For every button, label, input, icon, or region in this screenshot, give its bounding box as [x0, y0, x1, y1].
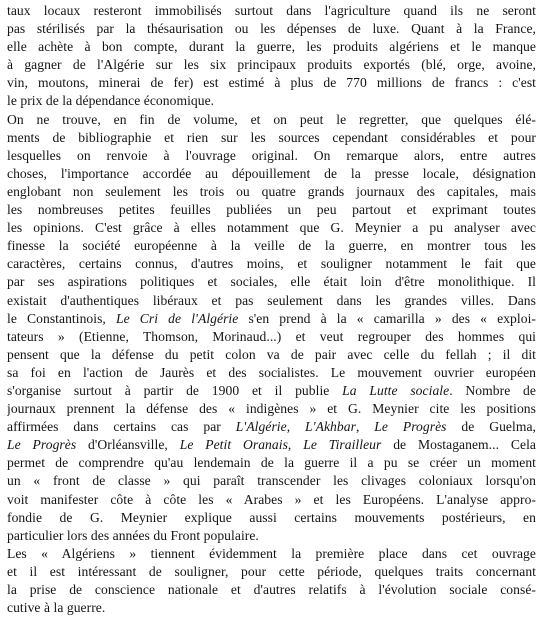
paragraph	[7, 2, 536, 111]
text-line: un « front de classe » qui paraît transcender les clivages coloniaux lorsqu'on	[7, 473, 536, 489]
text-line: pensent que la défense du petit colon va de pair avec celle du fellah ; il dit	[7, 346, 536, 362]
text-line: Les « Algériens » tiennent évidemment la première place dans cet ouvrage	[7, 545, 536, 561]
text-line: voit manifester côte à côte les « Arabes » et les Européens. L'analyse appro-	[7, 491, 536, 507]
text-line: taux locaux resteront immobilisés surtout dans l'agriculture quand ils ne seront	[7, 3, 536, 18]
text-line: On ne trouve, en fin de volume, et on peut le regretter, que quelques élé-	[7, 111, 536, 127]
text-line: vin, moutons, minerai de fer) est estimé à plus de 770 millions de francs : c'est	[7, 75, 536, 91]
text-line: journaux prennent la défense des « indigènes » et G. Meynier cite les positions	[7, 401, 536, 417]
text-line: pas stérilisés par la thésaurisation ou les dépenses de luxe. Quant à la France,	[7, 21, 536, 37]
text-line: et il est intéressant de souligner, pour cette période, quelques traits concernant	[7, 563, 536, 579]
text-line: englobant non seulement les trois ou quatre grands journaux des capitales, mais	[7, 183, 536, 199]
text-line: cutive à la guerre.	[7, 600, 106, 616]
text-line: s'organise surtout à partir de 1900 et il publie La Lutte sociale. Nombre de	[7, 382, 536, 398]
text-line: par ses aspirations politiques et sociales, elle était loin d'être monolithique. Il	[7, 274, 536, 290]
text-line: les opinions. C'est grâce à elles notamment que G. Meynier a pu analyser avec	[7, 220, 536, 236]
text-line: finesse la société européenne à la veille de la guerre, en montrer tous les	[7, 238, 536, 254]
text-line: Le Progrès d'Orléansville, Le Petit Oranais, Le Tirailleur de Mostaganem... Cela	[7, 437, 536, 453]
text-line: choses, l'importance accordée au dépouillement de la presse locale, désignation	[7, 165, 536, 181]
text-line: tateurs » (Etienne, Thomson, Morinaud...) et veut regrouper des hommes qui	[7, 328, 536, 344]
text-line: caractères, certains connus, d'autres moins, et souligner notamment le fait que	[7, 256, 536, 272]
text-line: le prix de la dépendance économique.	[7, 93, 215, 109]
text-line: permet de comprendre qu'au lendemain de la guerre il a pu se créer un moment	[7, 455, 536, 471]
text-line: lesquelles on renvoie à l'ouvrage original. On remarque alors, entre autres	[7, 147, 536, 163]
text-line: fondie de G. Meynier explique aussi certains mouvements postérieurs, en	[7, 509, 536, 525]
text-line: les nombreuses petites feuilles publiées un peu partout et exprimant toutes	[7, 202, 536, 218]
text-line: à gagner de l'Algérie sur les six principaux produits exportés (blé, orge, avoine,	[7, 57, 536, 73]
text-line: la prise de conscience nationale et d'autres relatifs à l'évolution sociale consé-	[7, 582, 536, 597]
text-line: sa foi en l'action de Jaurès et des socialistes. Le mouvement ouvrier européen	[7, 364, 536, 380]
text-line: particulier lors des années du Front populaire.	[7, 527, 259, 543]
text-line: existait d'authentiques libéraux et pas seulement dans les grandes villes. Dans	[7, 292, 536, 308]
text-line: affirmées dans certains cas par L'Algérie, L'Akhbar, Le Progrès de Guelma,	[7, 419, 536, 435]
text-line: elle achète à bon compte, durant la guerre, les produits algériens et le manque	[7, 39, 536, 55]
text-line: le Constantinois, Le Cri de l'Algérie s'en prend à la « camarilla » des « exploi-	[7, 310, 536, 326]
paragraph	[7, 111, 536, 545]
text-line: ments de bibliographie et rien sur les sources cependant considérables et pour	[7, 129, 536, 145]
paragraph	[7, 545, 536, 617]
